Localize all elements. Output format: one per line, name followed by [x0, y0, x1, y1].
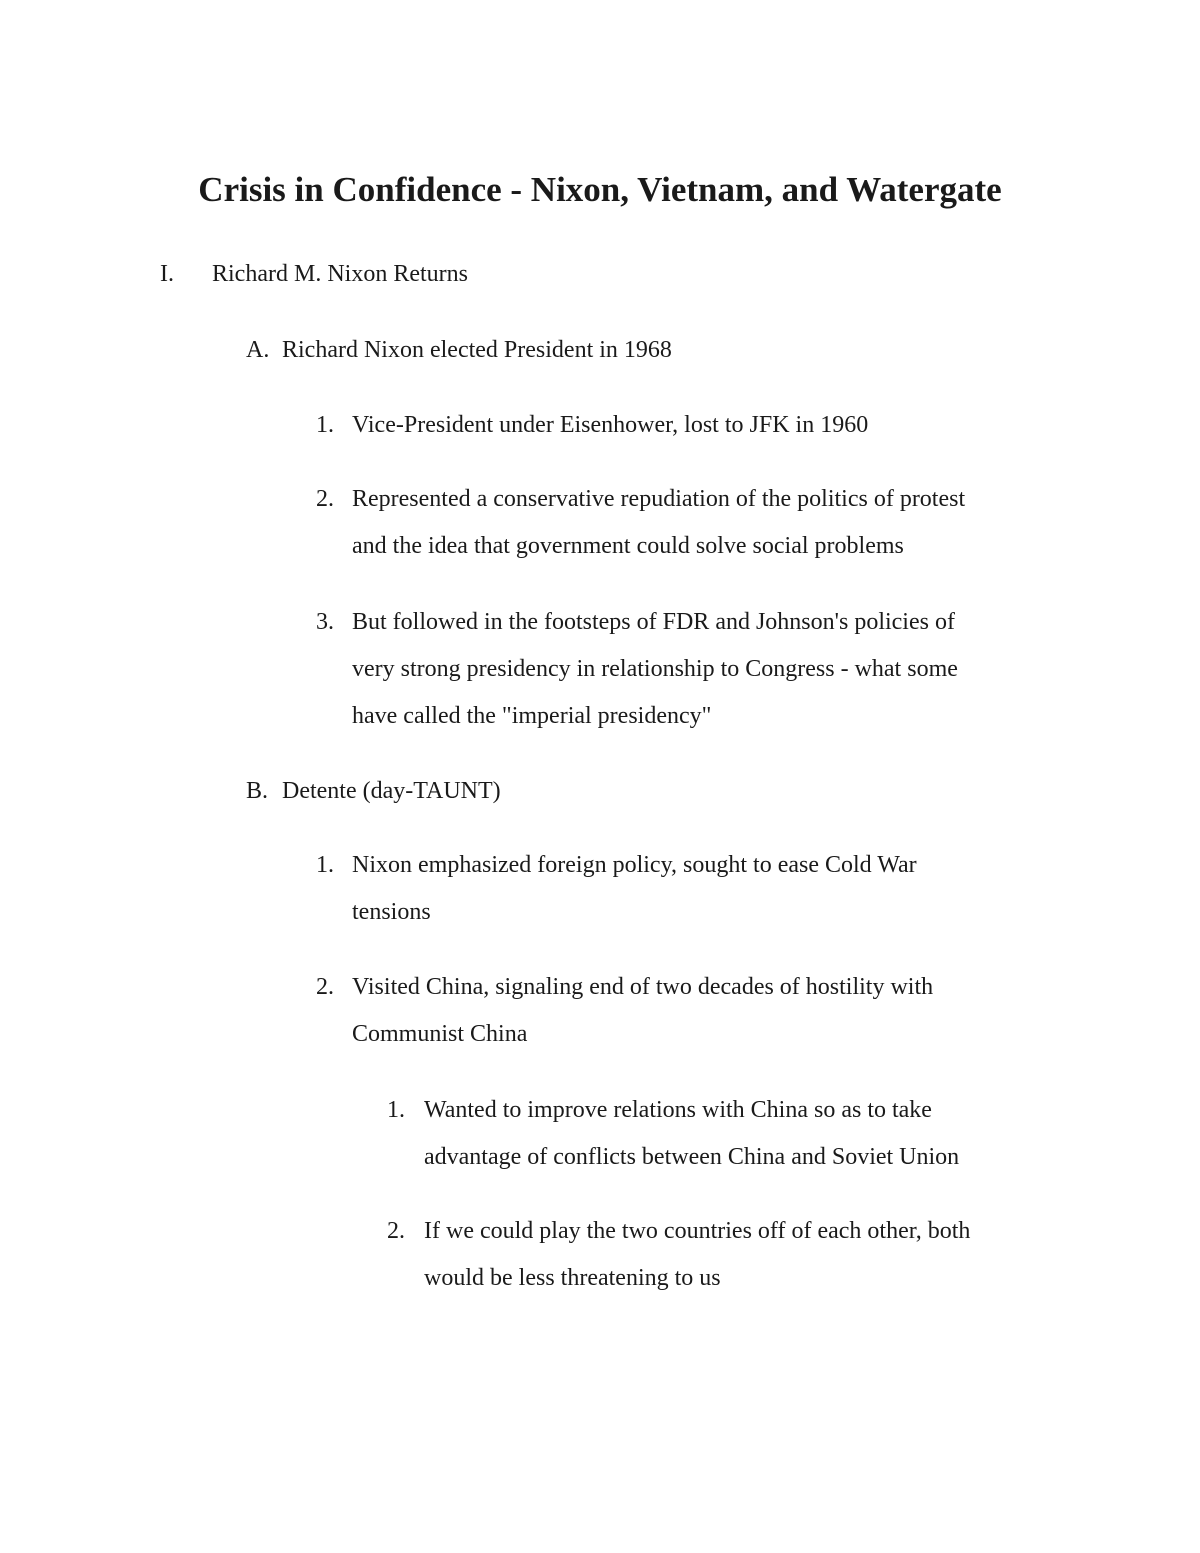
list-item-text [352, 599, 958, 740]
text-line: Visited China, signaling end of two decades of hostility with [352, 974, 934, 1000]
list-item-text [424, 1208, 970, 1302]
list-item-text [352, 842, 917, 936]
outline-marker: 1. [387, 1097, 405, 1123]
outline-marker: A. [246, 337, 270, 363]
outline-marker: 1. [316, 852, 334, 878]
text-line: have called the "imperial presidency" [352, 703, 712, 729]
outline-marker: 1. [316, 412, 334, 438]
text-line: Wanted to improve relations with China so as to take [424, 1097, 932, 1123]
list-item-text [352, 476, 965, 570]
outline-marker: 3. [316, 609, 334, 635]
outline-marker: B. [246, 778, 269, 804]
text-line: would be less threatening to us [424, 1265, 721, 1291]
text-line: Communist China [352, 1021, 528, 1047]
outline-marker: 2. [387, 1218, 405, 1244]
outline-marker: 2. [316, 486, 334, 512]
list-item-text [352, 402, 868, 449]
text-line: advantage of conflicts between China and Soviet Union [424, 1144, 960, 1170]
section-heading: Richard M. Nixon Returns [212, 261, 468, 287]
text-line: If we could play the two countries off of each other, both [424, 1218, 971, 1244]
text-line: Represented a conservative repudiation of the politics of protest [352, 486, 966, 512]
list-item-text [352, 964, 933, 1058]
subsection-heading: Richard Nixon elected President in 1968 [282, 337, 672, 363]
outline-marker: I. [160, 261, 174, 287]
text-line: tensions [352, 899, 431, 925]
list-item-text [424, 1087, 959, 1181]
subsection-heading: Detente (day-TAUNT) [282, 778, 501, 804]
text-line: and the idea that government could solve social problems [352, 533, 904, 559]
text-line: But followed in the footsteps of FDR and Johnson's policies of [352, 609, 955, 635]
text-line: very strong presidency in relationship to Congress - what some [352, 656, 958, 682]
text-line: Nixon emphasized foreign policy, sought to ease Cold War [352, 852, 917, 878]
page-title: Crisis in Confidence - Nixon, Vietnam, and Watergate [198, 170, 1002, 209]
outline-marker: 2. [316, 974, 334, 1000]
text-line: Vice-President under Eisenhower, lost to JFK in 1960 [352, 412, 869, 438]
